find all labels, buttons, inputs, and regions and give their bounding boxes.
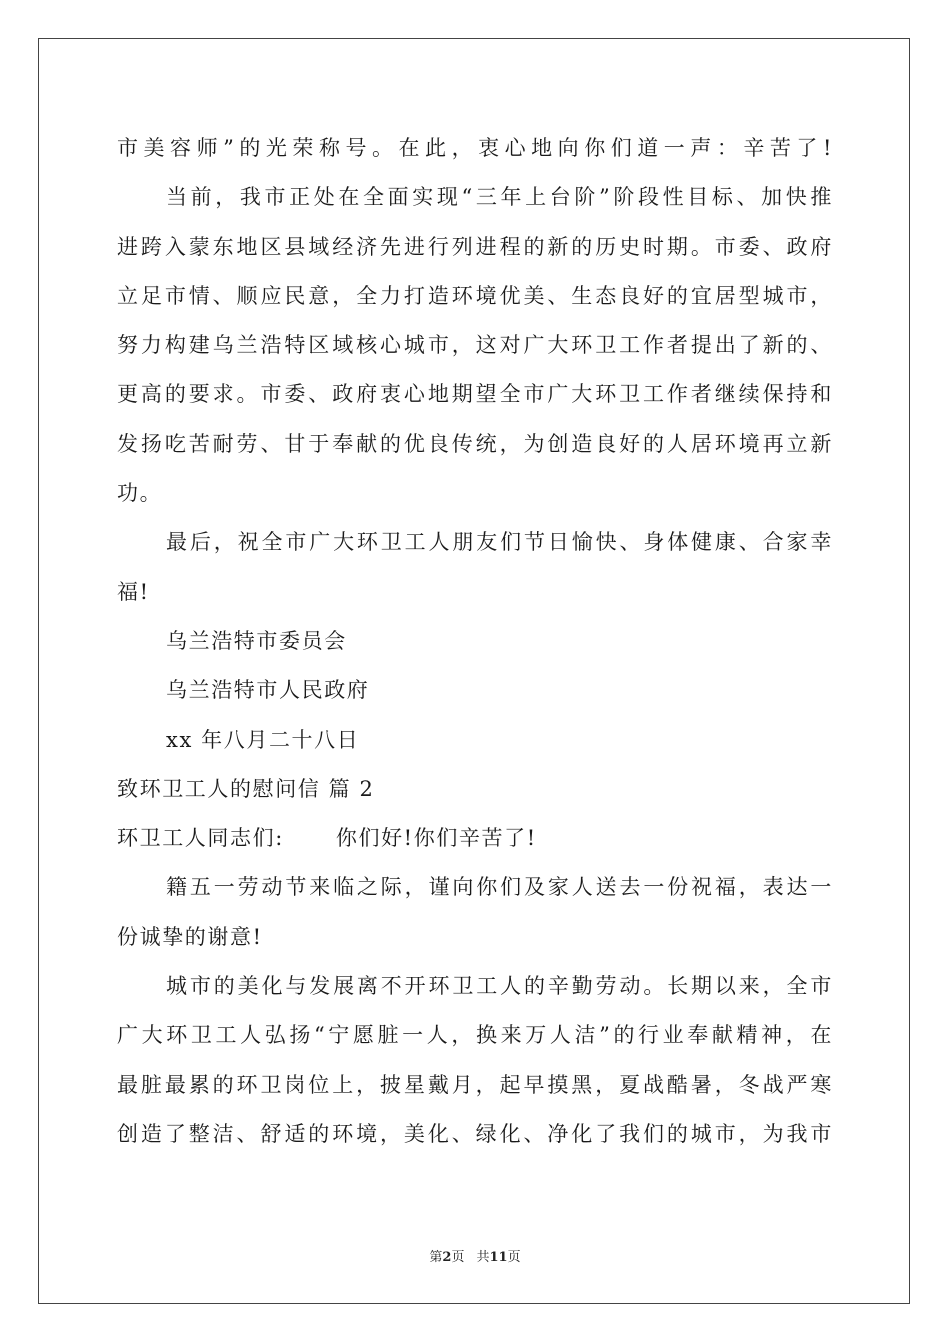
footer-total-suffix: 页 <box>507 1250 521 1265</box>
signature-committee: 乌兰浩特市委员会 <box>166 628 347 653</box>
signature-government: 乌兰浩特市人民政府 <box>166 678 370 703</box>
footer-page-suffix: 页 <box>451 1250 465 1265</box>
text-line: 福! <box>117 579 150 604</box>
section-heading: 致环卫工人的慰问信 篇 2 <box>117 776 375 801</box>
footer-total-pages: 11 <box>489 1250 508 1265</box>
salutation-line <box>117 818 833 867</box>
salutation: 环卫工人同志们: <box>117 826 284 851</box>
text-line: 最脏最累的环卫岗位上，披星戴月，起早摸黑，夏战酷暑，冬战严寒 <box>117 1072 833 1097</box>
document-body <box>117 128 833 1163</box>
paragraph-start: 籍五一劳动节来临之际，谨向你们及家人送去一份祝福，表达一 <box>166 875 833 900</box>
letter-date: xx 年八月二十八日 <box>166 727 360 752</box>
text-line: 份诚挚的谢意! <box>117 924 263 949</box>
text-line: 立足市情、顺应民意，全力打造环境优美、生态良好的宜居型城市， <box>117 283 833 308</box>
text-line: 创造了整洁、舒适的环境，美化、绿化、净化了我们的城市，为我市 <box>117 1121 833 1146</box>
footer-total-prefix: 共 <box>476 1250 490 1265</box>
footer-page-prefix: 第 <box>429 1250 443 1265</box>
text-line: 广大环卫工人弘扬“宁愿脏一人，换来万人洁”的行业奉献精神，在 <box>117 1023 833 1048</box>
footer-page-number: 2 <box>442 1250 452 1265</box>
paragraph-start: 当前，我市正处在全面实现“三年上台阶”阶段性目标、加快推 <box>166 185 833 210</box>
paragraph-start: 最后，祝全市广大环卫工人朋友们节日愉快、身体健康、合家幸 <box>166 530 833 555</box>
paragraph-start: 城市的美化与发展离不开环卫工人的辛勤劳动。长期以来，全市 <box>166 974 833 999</box>
text-line: 功。 <box>117 481 163 506</box>
text-line: 进跨入蒙东地区县域经济先进行列进程的新的历史时期。市委、政府 <box>117 234 833 259</box>
text-line: 努力构建乌兰浩特区域核心城市，这对广大环卫工作者提出了新的、 <box>117 333 833 358</box>
page-footer <box>0 1246 950 1265</box>
text-line: 发扬吃苦耐劳、甘于奉献的优良传统，为创造良好的人居环境再立新 <box>117 431 833 456</box>
text-line: 更高的要求。市委、政府衷心地期望全市广大环卫工作者继续保持和 <box>117 382 833 407</box>
text-line: 市美容师”的光荣称号。在此，衷心地向你们道一声：辛苦了! <box>117 136 833 160</box>
greeting: 你们好!你们辛苦了! <box>335 826 537 851</box>
